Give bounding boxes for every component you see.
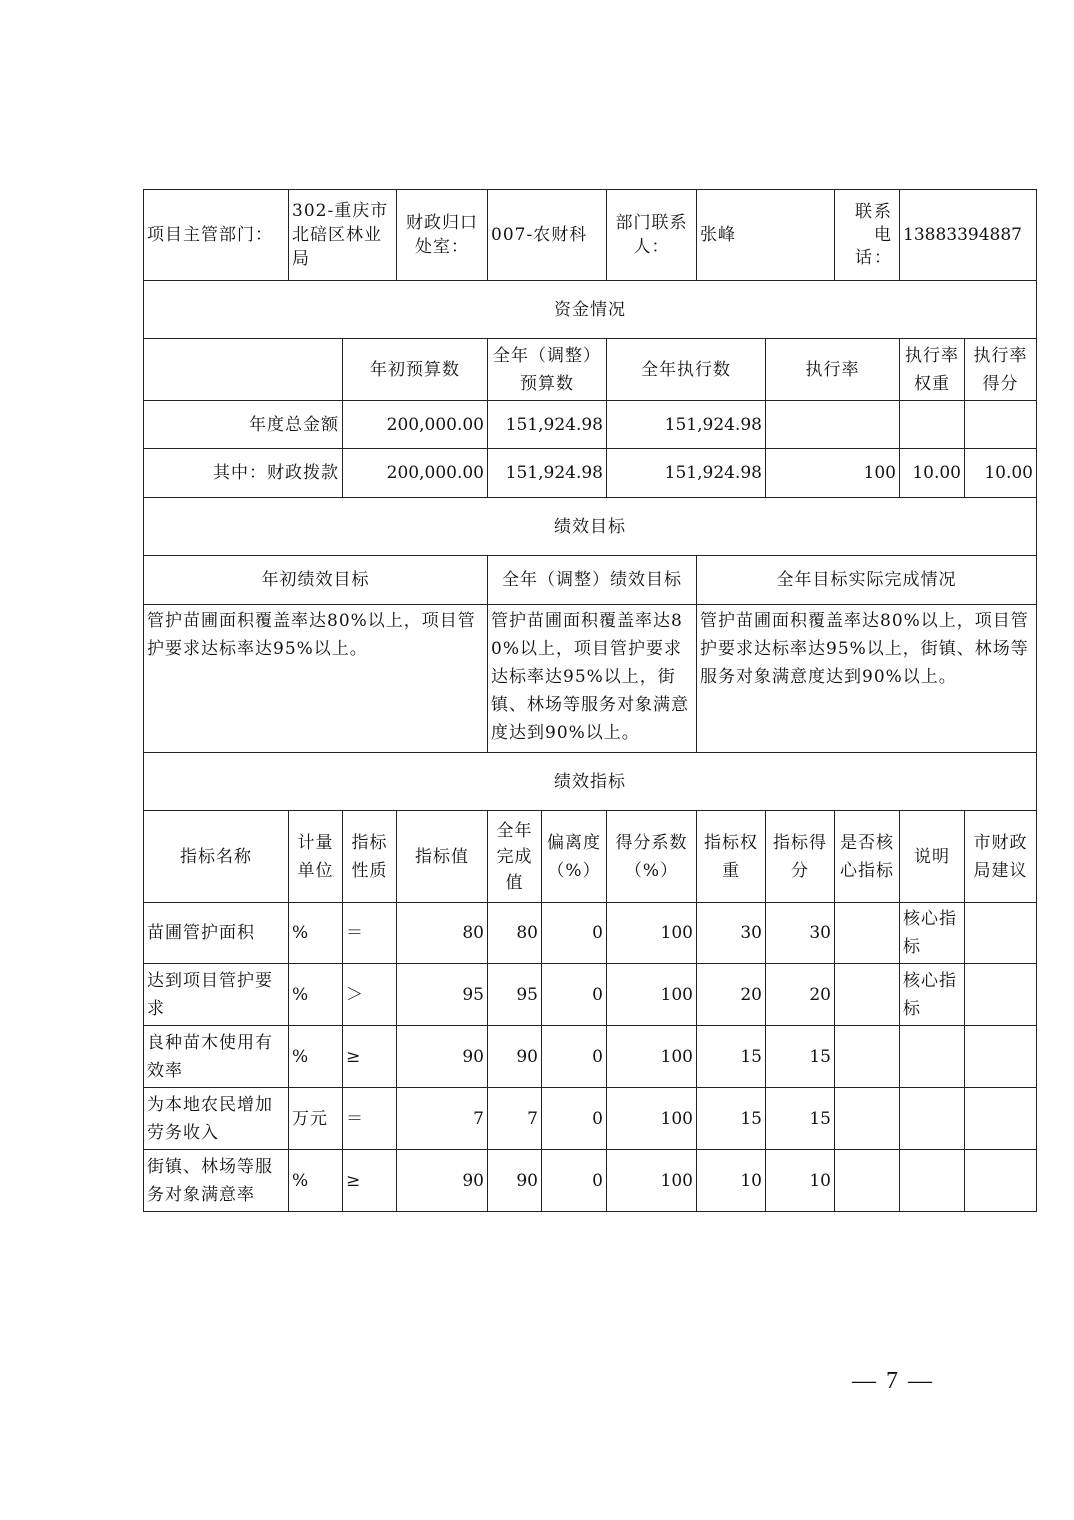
weight-value: 15 (697, 1088, 766, 1150)
nature-value: ＝ (343, 903, 397, 964)
table-row (144, 1026, 1037, 1088)
score-value: 20 (766, 964, 835, 1026)
coefficient-value: 100 (607, 964, 697, 1026)
goals-header-row (144, 556, 1037, 605)
office-label: 财政归口处室： (397, 190, 488, 281)
weight-value: 30 (697, 903, 766, 964)
core-value (835, 903, 900, 964)
indicator-name: 达到项目管护要求 (144, 964, 289, 1026)
score-value: 15 (766, 1088, 835, 1150)
col-done: 全年完成值 (488, 811, 542, 903)
executed-value: 151,924.98 (607, 449, 766, 498)
advice-value (965, 1088, 1037, 1150)
dept-label: 项目主管部门： (144, 190, 289, 281)
phone-value: 13883394887 (900, 190, 1037, 281)
indicator-name: 良种苗木使用有效率 (144, 1026, 289, 1088)
rate-value: 100 (766, 449, 900, 498)
col-deviation: 偏离度（%） (542, 811, 607, 903)
col-weight: 指标权重 (697, 811, 766, 903)
funds-row-total (144, 401, 1037, 449)
deviation-value: 0 (542, 1150, 607, 1212)
rate-value (766, 401, 900, 449)
advice-value (965, 1150, 1037, 1212)
weight-value: 15 (697, 1026, 766, 1088)
done-value: 80 (488, 903, 542, 964)
deviation-value: 0 (542, 1088, 607, 1150)
target-value: 80 (397, 903, 488, 964)
target-value: 90 (397, 1150, 488, 1212)
indicator-name: 街镇、林场等服务对象满意率 (144, 1150, 289, 1212)
col-indicator-name: 指标名称 (144, 811, 289, 903)
note-value (900, 1088, 965, 1150)
contact-label: 部门联系人： (607, 190, 697, 281)
unit-value: % (289, 964, 343, 1026)
executed-value: 151,924.98 (607, 401, 766, 449)
contact-value: 张峰 (697, 190, 835, 281)
unit-value: % (289, 1150, 343, 1212)
target-value: 95 (397, 964, 488, 1026)
col-advice: 市财政局建议 (965, 811, 1037, 903)
indicator-name: 为本地农民增加劳务收入 (144, 1088, 289, 1150)
col-unit: 计量单位 (289, 811, 343, 903)
col-initial-budget: 年初预算数 (343, 339, 488, 401)
header-row (144, 190, 1037, 281)
coefficient-value: 100 (607, 903, 697, 964)
weight-value: 10.00 (900, 449, 965, 498)
col-nature: 指标性质 (343, 811, 397, 903)
col-actual-goal: 全年目标实际完成情况 (697, 556, 1037, 605)
weight-value: 20 (697, 964, 766, 1026)
col-adjusted-goal: 全年（调整）绩效目标 (488, 556, 697, 605)
deviation-value: 0 (542, 1026, 607, 1088)
nature-value: ＝ (343, 1088, 397, 1150)
nature-value: ≥ (343, 1150, 397, 1212)
unit-value: 万元 (289, 1088, 343, 1150)
advice-value (965, 1026, 1037, 1088)
col-exec-weight: 执行率权重 (900, 339, 965, 401)
nature-value: ≥ (343, 1026, 397, 1088)
done-value: 7 (488, 1088, 542, 1150)
core-value (835, 1150, 900, 1212)
advice-value (965, 964, 1037, 1026)
performance-table (143, 189, 1037, 1212)
initial-value: 200,000.00 (343, 449, 488, 498)
score-value: 10 (766, 1150, 835, 1212)
note-value (900, 1150, 965, 1212)
col-coefficient: 得分系数（%） (607, 811, 697, 903)
done-value: 90 (488, 1150, 542, 1212)
initial-goal-text: 管护苗圃面积覆盖率达80%以上，项目管护要求达标率达95%以上。 (144, 605, 488, 753)
col-initial-goal: 年初绩效目标 (144, 556, 488, 605)
note-value: 核心指标 (900, 903, 965, 964)
adjusted-value: 151,924.98 (488, 401, 607, 449)
adjusted-goal-text: 管护苗圃面积覆盖率达80%以上，项目管护要求达标率达95%以上，街镇、林场等服务对象满意度达到90%以上。 (488, 605, 697, 753)
target-value: 90 (397, 1026, 488, 1088)
unit-value: % (289, 903, 343, 964)
core-value (835, 1088, 900, 1150)
col-note: 说明 (900, 811, 965, 903)
funds-section-title: 资金情况 (144, 281, 1037, 339)
col-score: 指标得分 (766, 811, 835, 903)
table-row (144, 903, 1037, 964)
coefficient-value: 100 (607, 1026, 697, 1088)
target-value: 7 (397, 1088, 488, 1150)
actual-goal-text: 管护苗圃面积覆盖率达80%以上，项目管护要求达标率达95%以上，街镇、林场等服务对象满意度达到90%以上。 (697, 605, 1037, 753)
col-target: 指标值 (397, 811, 488, 903)
table-row (144, 1088, 1037, 1150)
page-number: — 7 — (852, 1368, 934, 1394)
done-value: 90 (488, 1026, 542, 1088)
funds-row-fiscal (144, 449, 1037, 498)
done-value: 95 (488, 964, 542, 1026)
deviation-value: 0 (542, 903, 607, 964)
score-value (965, 401, 1037, 449)
core-value (835, 1026, 900, 1088)
col-exec-score: 执行率得分 (965, 339, 1037, 401)
score-value: 15 (766, 1026, 835, 1088)
note-value (900, 1026, 965, 1088)
goals-section-title: 绩效目标 (144, 498, 1037, 556)
coefficient-value: 100 (607, 1150, 697, 1212)
note-value: 核心指标 (900, 964, 965, 1026)
core-value (835, 964, 900, 1026)
score-value: 30 (766, 903, 835, 964)
col-executed: 全年执行数 (607, 339, 766, 401)
dept-value: 302-重庆市北碚区林业局 (289, 190, 397, 281)
advice-value (965, 903, 1037, 964)
nature-value: ＞ (343, 964, 397, 1026)
initial-value: 200,000.00 (343, 401, 488, 449)
adjusted-value: 151,924.98 (488, 449, 607, 498)
indicator-name: 苗圃管护面积 (144, 903, 289, 964)
col-is-core: 是否核心指标 (835, 811, 900, 903)
unit-value: % (289, 1026, 343, 1088)
coefficient-value: 100 (607, 1088, 697, 1150)
weight-value: 10 (697, 1150, 766, 1212)
funds-header-row (144, 339, 1037, 401)
col-exec-rate: 执行率 (766, 339, 900, 401)
table-row (144, 964, 1037, 1026)
row-label: 其中：财政拨款 (144, 449, 343, 498)
col-adjusted-budget: 全年（调整）预算数 (488, 339, 607, 401)
table-row (144, 1150, 1037, 1212)
funds-corner (144, 339, 343, 401)
indicators-section-title: 绩效指标 (144, 753, 1037, 811)
goals-content-row (144, 605, 1037, 753)
weight-value (900, 401, 965, 449)
deviation-value: 0 (542, 964, 607, 1026)
phone-label: 联系电话： (835, 190, 900, 281)
row-label: 年度总金额 (144, 401, 343, 449)
office-value: 007-农财科 (488, 190, 607, 281)
indicators-header-row (144, 811, 1037, 903)
score-value: 10.00 (965, 449, 1037, 498)
